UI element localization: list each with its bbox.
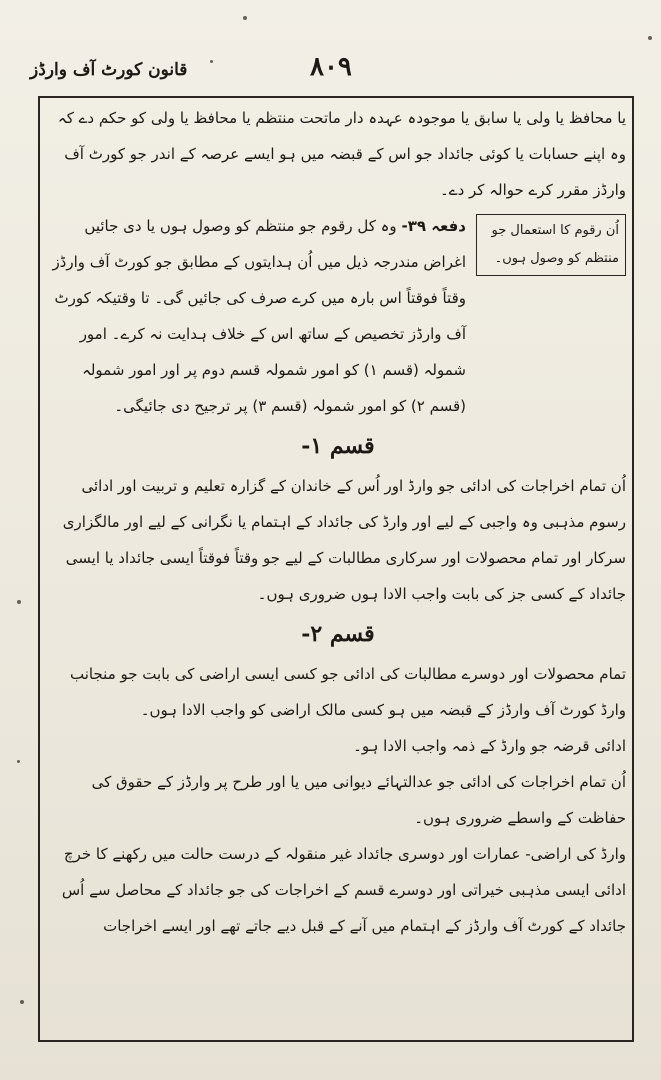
ink-speck [20, 1000, 24, 1004]
category-2-paragraph-d: وارڈ کی اراضی- عمارات اور دوسری جائداد غیر منقولہ کے درست حالت میں رکھنے کا خرچ ادائی ایسی مذہبی خیراتی اور دوسرے قسم کے اخراجات کی جو جائداد کے محاصل سے اُس جائداد کے کورٹ آف وارڈز کے اہتمام میں آنے کے قبل دیے جاتے تھے اور ایسے اخراجات [61, 845, 626, 935]
ink-speck [17, 600, 21, 604]
intro-paragraph: یا محافظ یا ولی یا سابق یا موجودہ عہدہ دار ماتحت منتظم یا محافظ یا ولی کو حکم دے کہ وہ اپنے حسابات یا کوئی جائداد جو اس کے قبضہ میں ہو ایسے عرصہ کے اندر جو کورٹ آف وارڈز مقرر کرے حوالہ کر دے۔ [57, 109, 626, 199]
category-2-paragraph-c: اُن تمام اخراجات کی ادائی جو عدالتہائے دیوانی میں یا اور طرح پر وارڈز کے حقوق کی حفاظت کے واسطے ضروری ہوں۔ [91, 773, 626, 827]
category-1-heading: قسم ۱- [301, 433, 375, 459]
section-39-text: وہ کل رقوم جو منتظم کو وصول ہوں یا دی جائیں اغراض مندرجہ ذیل میں اُن ہدایتوں کے مطابق جو کورٹ آف وارڈز وقتاً فوقتاً اس بارہ میں کرے صرف کی جائیں گی۔ تا وقتیکہ کورٹ آف وارڈز تخصیص کے ساتھ اس کے خلاف ہدایت نہ کرے۔ امور شمولہ (قسم ۱) کو امور شمولہ قسم دوم پر اور امور شمولہ (قسم ۲) کو امور شمولہ (قسم ۳) پر ترجیح دی جائیگی۔ [52, 217, 466, 415]
section-39-paragraph [50, 208, 466, 424]
marginal-note: اُن رقوم کا استعمال جو منتظم کو وصول ہوں۔ [476, 214, 626, 276]
page-header [30, 52, 630, 92]
running-title: قانون کورٹ آف وارڈز [30, 60, 188, 80]
page-body [50, 100, 626, 944]
ink-speck [243, 16, 247, 20]
category-2-heading: قسم ۲- [301, 621, 375, 647]
section-39-heading: دفعہ ۳۹- [401, 217, 466, 235]
category-2-paragraph-b: ادائی قرضہ جو وارڈ کے ذمہ واجب الادا ہو۔ [353, 737, 626, 755]
ink-speck [648, 36, 652, 40]
category-2-paragraph-a: تمام محصولات اور دوسرے مطالبات کی ادائی جو کسی ایسی اراضی کی بابت جو منجانب وارڈ کورٹ آف وارڈز کے قبضہ میں ہو کسی مالک اراضی کو واجب الادا ہوں۔ [70, 665, 626, 719]
category-1-paragraph: اُن تمام اخراجات کی ادائی جو وارڈ اور اُس کے خاندان کے گزارہ تعلیم و تربیت اور ادائی رسوم مذہبی وہ واجبی کے لیے اور وارڈ کی جائداد کے اہتمام یا نگرانی کے لیے اور مالگزاری سرکار اور تمام محصولات اور سرکاری مطالبات کے لیے جو وقتاً فوقتاً ایسی جائداد یا ایسی جائداد کے کسی جز کی بابت واجب الادا ہوں ضروری ہوں۔ [62, 477, 626, 603]
page-number: ۸۰۹ [310, 52, 352, 82]
ink-speck [17, 760, 20, 763]
